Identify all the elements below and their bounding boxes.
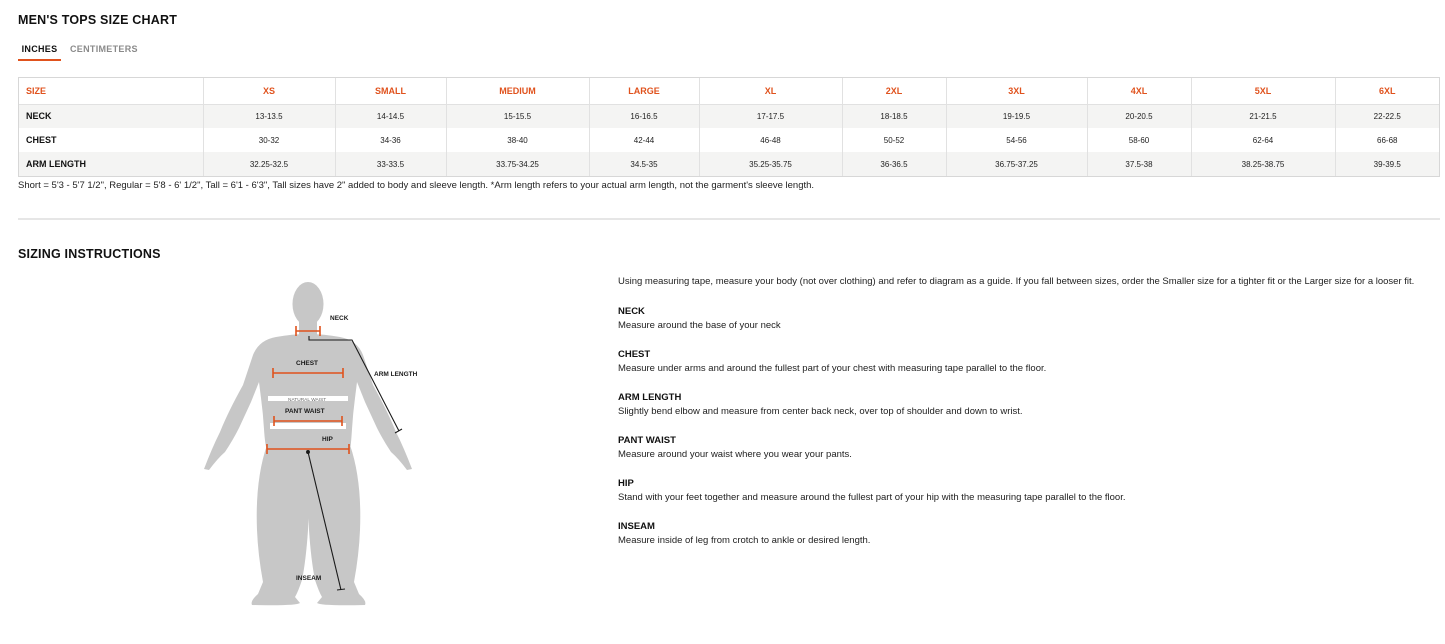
- table-cell: 39-39.5: [1335, 152, 1439, 176]
- row-label: CHEST: [19, 128, 203, 152]
- size-chart-table: [18, 77, 1440, 177]
- column-header: 4XL: [1087, 78, 1191, 104]
- pant-waist-label: PANT WAIST: [285, 408, 325, 415]
- sizing-instructions-title: SIZING INSTRUCTIONS: [18, 247, 161, 261]
- table-header-row: [19, 78, 1439, 104]
- column-header: 2XL: [842, 78, 946, 104]
- page-title: MEN'S TOPS SIZE CHART: [18, 13, 178, 27]
- section-divider: [18, 218, 1440, 220]
- natural-waist-label: NATURAL WAIST: [288, 398, 327, 403]
- instruction-item: [618, 521, 1440, 546]
- table-cell: 22-22.5: [1335, 104, 1439, 128]
- column-header: LARGE: [589, 78, 699, 104]
- table-row: [19, 152, 1439, 176]
- table-cell: 36-36.5: [842, 152, 946, 176]
- inseam-label: INSEAM: [296, 575, 322, 582]
- instruction-desc: Measure around your waist where you wear your pants.: [618, 449, 852, 460]
- size-footnote: Short = 5'3 - 5'7 1/2", Regular = 5'8 - 6' 1/2", Tall = 6'1 - 6'3", Tall sizes have 2" added to body and sleeve length. *Arm length refers to your actual arm length, not the garment's sleeve length.: [18, 180, 815, 191]
- chest-label: CHEST: [296, 360, 319, 367]
- tab-centimeters[interactable]: CENTIMETERS: [70, 44, 138, 54]
- table-cell: 13-13.5: [203, 104, 335, 128]
- row-label: NECK: [19, 104, 203, 128]
- sizing-instructions: [618, 276, 1440, 564]
- table-cell: 58-60: [1087, 128, 1191, 152]
- instruction-desc: Measure around the base of your neck: [618, 320, 781, 331]
- table-cell: 20-20.5: [1087, 104, 1191, 128]
- table-cell: 42-44: [589, 128, 699, 152]
- table-cell: 21-21.5: [1191, 104, 1335, 128]
- table-cell: 33.75-34.25: [446, 152, 589, 176]
- table-cell: 33-33.5: [335, 152, 446, 176]
- column-header: XL: [699, 78, 842, 104]
- table-cell: 34.5-35: [589, 152, 699, 176]
- table-cell: 30-32: [203, 128, 335, 152]
- arm-length-label: ARM LENGTH: [374, 371, 418, 378]
- instruction-item: [618, 349, 1440, 374]
- table-row: [19, 104, 1439, 128]
- instruction-desc: Measure inside of leg from crotch to ankle or desired length.: [618, 535, 871, 546]
- instruction-item: [618, 392, 1440, 417]
- table-cell: 38.25-38.75: [1191, 152, 1335, 176]
- column-header: XS: [203, 78, 335, 104]
- table-cell: 66-68: [1335, 128, 1439, 152]
- instruction-title: PANT WAIST: [618, 435, 676, 446]
- instruction-title: HIP: [618, 478, 634, 489]
- column-header: 6XL: [1335, 78, 1439, 104]
- column-header: 5XL: [1191, 78, 1335, 104]
- instruction-title: INSEAM: [618, 521, 655, 532]
- instruction-desc: Stand with your feet together and measure around the fullest part of your hip with the measuring tape parallel to the floor.: [618, 492, 1126, 503]
- instruction-title: ARM LENGTH: [618, 392, 682, 403]
- column-header: MEDIUM: [446, 78, 589, 104]
- column-header: SIZE: [19, 78, 203, 104]
- table-cell: 17-17.5: [699, 104, 842, 128]
- hip-label: HIP: [322, 436, 333, 443]
- instruction-item: [618, 306, 1440, 331]
- table-cell: 50-52: [842, 128, 946, 152]
- instruction-item: [618, 435, 1440, 460]
- table-cell: 37.5-38: [1087, 152, 1191, 176]
- table-cell: 32.25-32.5: [203, 152, 335, 176]
- table-cell: 16-16.5: [589, 104, 699, 128]
- table-cell: 54-56: [946, 128, 1087, 152]
- table-cell: 36.75-37.25: [946, 152, 1087, 176]
- table-cell: 34-36: [335, 128, 446, 152]
- instruction-item: [618, 478, 1440, 503]
- tab-inches[interactable]: INCHES: [18, 44, 61, 61]
- instruction-title: NECK: [618, 306, 645, 317]
- table-cell: 19-19.5: [946, 104, 1087, 128]
- row-label: ARM LENGTH: [19, 152, 203, 176]
- table-cell: 35.25-35.75: [699, 152, 842, 176]
- table-cell: 62-64: [1191, 128, 1335, 152]
- column-header: 3XL: [946, 78, 1087, 104]
- table-cell: 38-40: [446, 128, 589, 152]
- sizing-intro: Using measuring tape, measure your body (not over clothing) and refer to diagram as a guide. If you fall between sizes, order the Smaller size for a tighter fit or the Larger size for a looser fit.: [618, 276, 1415, 287]
- column-header: SMALL: [335, 78, 446, 104]
- instruction-desc: Measure under arms and around the fullest part of your chest with measuring tape parallel to the floor.: [618, 363, 1047, 374]
- table-cell: 14-14.5: [335, 104, 446, 128]
- table-cell: 18-18.5: [842, 104, 946, 128]
- body-measurement-diagram: [195, 277, 425, 612]
- table-row: [19, 128, 1439, 152]
- instruction-desc: Slightly bend elbow and measure from center back neck, over top of shoulder and down to wrist.: [618, 406, 1023, 417]
- table-cell: 46-48: [699, 128, 842, 152]
- instruction-title: CHEST: [618, 349, 651, 360]
- table-cell: 15-15.5: [446, 104, 589, 128]
- neck-label: NECK: [330, 315, 349, 322]
